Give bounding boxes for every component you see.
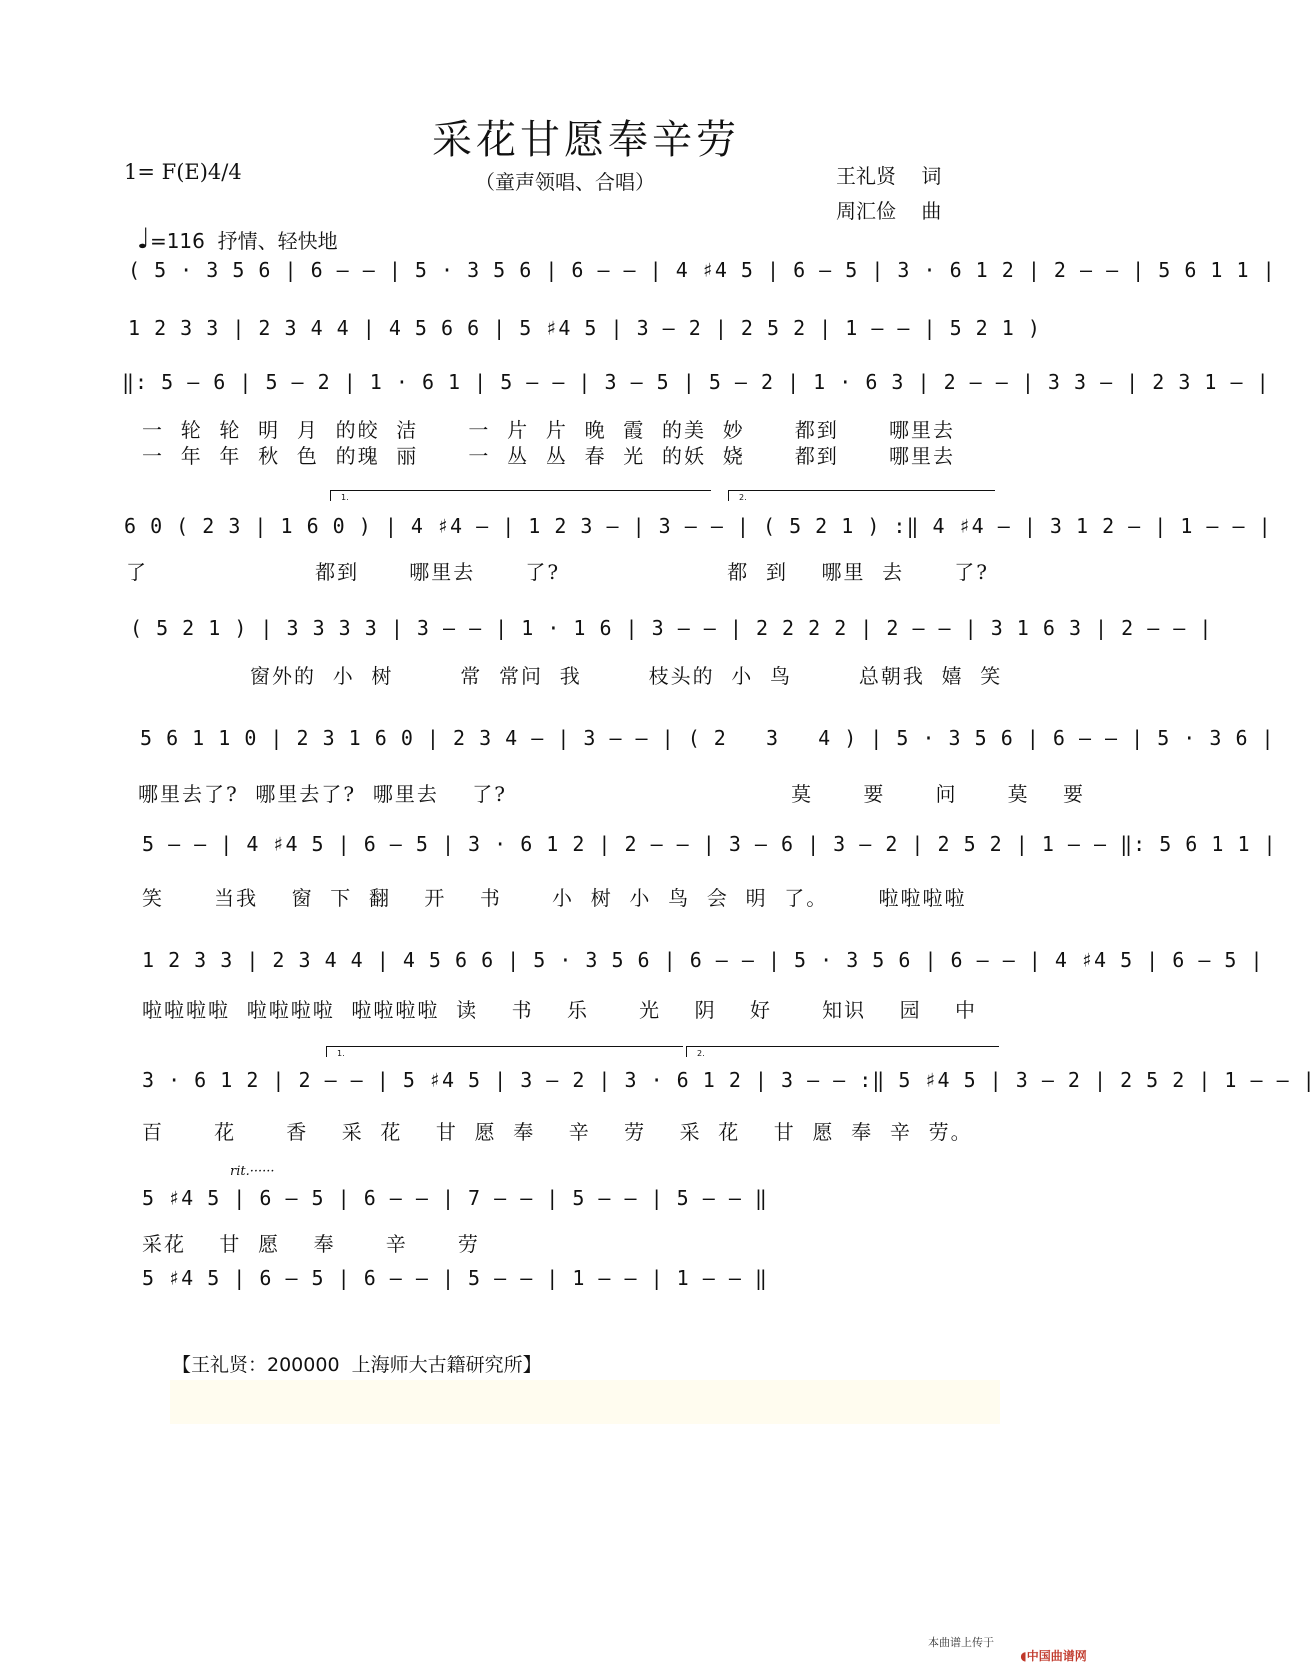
ritardando-marking: rit.······ [230, 1164, 275, 1179]
score-row-4: 6 0 ( 2 3 | 1 6 0 ) | 4 ♯4 — | 1 2 3 — | 3 — — | ( 5 2 1 ) :‖ 4 ♯4 — | 3 1 2 — | 1 — — | [124, 514, 1272, 538]
lyric-row-3-verse-2: 一 年 年 秋 色 的瑰 丽 一 丛 丛 春 光 的妖 娆 都到 哪里去 [142, 444, 956, 468]
volta-number-2: 2. [739, 493, 747, 502]
key-signature: 1= F(E)4/4 [124, 160, 242, 184]
lyric-row-3-verse-1: 一 轮 轮 明 月 的皎 洁 一 片 片 晚 霞 的美 妙 都到 哪里去 [142, 418, 956, 442]
lyric-row-10: 采花 甘 愿 奉 辛 劳 [142, 1232, 480, 1256]
site-logo [1012, 1633, 1087, 1664]
lyric-row-5: 窗外的 小 树 常 常问 我 枝头的 小 鸟 总朝我 嬉 笑 [250, 664, 1003, 688]
score-row-3: ‖: 5 — 6 | 5 — 2 | 1 · 6 1 | 5 — — | 3 — 5 | 5 — 2 | 1 · 6 3 | 2 — — | 3 3 — | 2 3 1 — | [122, 370, 1270, 394]
score-row-7: 5 — — | 4 ♯4 5 | 6 — 5 | 3 · 6 1 2 | 2 — — | 3 — 6 | 3 — 2 | 2 5 2 | 1 — — ‖: 5 6 1 1 | [142, 832, 1277, 856]
upload-note: 本曲谱上传于 [928, 1636, 994, 1649]
volta-bracket-2 [728, 490, 995, 501]
performance-subtitle: （童声领唱、合唱） [475, 170, 655, 194]
song-title: 采花甘愿奉辛劳 [432, 117, 740, 163]
lyric-row-9: 百 花 香 采 花 甘 愿 奉 辛 劳 采 花 甘 愿 奉 辛 劳。 [142, 1120, 973, 1144]
score-row-6: 5 6 1 1 0 | 2 3 1 6 0 | 2 3 4 — | 3 — — | ( 2 3 4 ) | 5 · 3 5 6 | 6 — — | 5 · 3 6 | [140, 726, 1275, 750]
score-row-8: 1 2 3 3 | 2 3 4 4 | 4 5 6 6 | 5 · 3 5 6 | 6 — — | 5 · 3 5 6 | 6 — — | 4 ♯4 5 | 6 — 5 | [142, 948, 1264, 972]
score-row-1: ( 5 · 3 5 6 | 6 — — | 5 · 3 5 6 | 6 — — | 4 ♯4 5 | 6 — 5 | 3 · 6 1 2 | 2 — — | 5 6 1 1 | [128, 258, 1276, 282]
score-row-10: 5 ♯4 5 | 6 — 5 | 6 — — | 7 — — | 5 — — | 5 — — ‖ [142, 1186, 768, 1210]
lyricist-credit: 王礼贤 词 [836, 164, 942, 188]
site-logo-text: 中国曲谱网 [1026, 1649, 1087, 1663]
lyric-row-7: 笑 当我 窗 下 翻 开 书 小 树 小 鸟 会 明 了。 啦啦啦啦 [142, 886, 967, 910]
score-row-11: 5 ♯4 5 | 6 — 5 | 6 — — | 5 — — | 1 — — | 1 — — ‖ [142, 1266, 768, 1290]
score-row-5: ( 5 2 1 ) | 3 3 3 3 | 3 — — | 1 · 1 6 | 3 — — | 2 2 2 2 | 2 — — | 3 1 6 3 | 2 — — | [130, 616, 1213, 640]
volta-number-1b: 1. [337, 1049, 345, 1058]
quarter-note-icon: ♩ [136, 222, 150, 255]
composer-credit: 周汇俭 曲 [836, 199, 942, 223]
volta-bracket-2b [686, 1046, 999, 1057]
author-address-note: 【王礼贤：200000 上海师大古籍研究所】 [172, 1354, 542, 1376]
volta-number-2b: 2. [697, 1049, 705, 1058]
lyric-row-8: 啦啦啦啦 啦啦啦啦 啦啦啦啦 读 书 乐 光 阴 好 知识 园 中 [142, 998, 978, 1022]
volta-number-1: 1. [341, 493, 349, 502]
highlight-band [170, 1380, 1000, 1424]
lyric-row-6: 哪里去了? 哪里去了? 哪里去 了? 莫 要 问 莫 要 [138, 782, 1086, 806]
score-row-2: 1 2 3 3 | 2 3 4 4 | 4 5 6 6 | 5 ♯4 5 | 3 — 2 | 2 5 2 | 1 — — | 5 2 1 ) [128, 316, 1041, 340]
tempo-marking [124, 198, 338, 255]
score-row-9: 3 · 6 1 2 | 2 — — | 5 ♯4 5 | 3 — 2 | 3 · 6 1 2 | 3 — — :‖ 5 ♯4 5 | 3 — 2 | 2 5 2 | 1 — — | [142, 1068, 1316, 1092]
lyric-row-4: 了 都到 哪里去 了? 都 到 哪里 去 了? [126, 560, 990, 584]
volta-bracket-1 [330, 490, 711, 501]
volta-bracket-1b [326, 1046, 683, 1057]
tempo-text: =116 抒情、轻快地 [149, 229, 338, 253]
logo-icon: ◖ [1020, 1649, 1027, 1663]
